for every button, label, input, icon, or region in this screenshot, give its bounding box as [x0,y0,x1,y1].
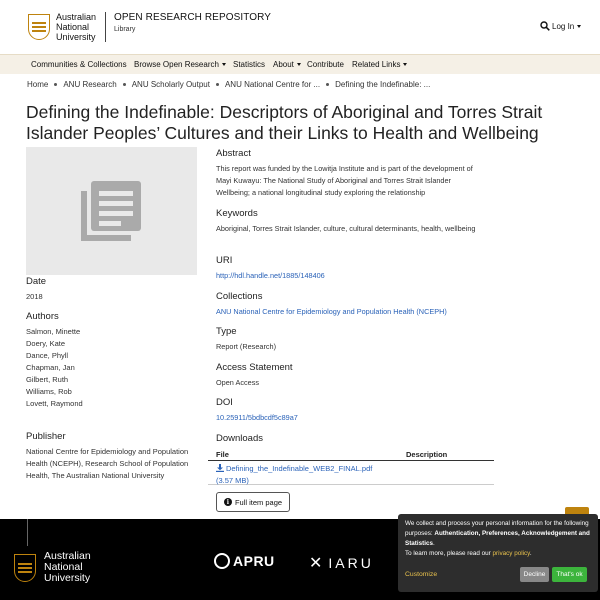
nav-communities-collections[interactable] [31,60,127,69]
collection-link[interactable]: ANU National Centre for Epidemiology and Population Health (NCEPH) [216,307,447,316]
anu-logo-text [56,12,96,42]
downloads-table-header [208,447,494,461]
chevron-down-icon [222,63,226,66]
logo-line-1: Australian [56,12,97,22]
breadcrumb-home[interactable]: Home [27,80,49,89]
column-header-description: Description [406,450,448,459]
collections-label: Collections [216,291,263,302]
full-item-page-label: Full item page [234,497,283,507]
publisher-value: National Centre for Epidemiology and Population Health (NCEPH), Research School of Population Health, The Australian National University [26,447,189,480]
repository-subtitle: Library [114,26,136,33]
page-title: Defining the Indefinable: Descriptors of Aboriginal and Torres Strait Islander Peoples’ Cultures and their Links to Health and Wellbeing [26,102,543,143]
breadcrumb-national-centre[interactable]: ANU National Centre for ... [224,80,321,89]
authors-label: Authors [26,311,59,322]
breadcrumb-separator [326,83,329,86]
type-value: Report (Research) [216,342,277,351]
nav-statistics[interactable] [233,60,265,69]
breadcrumb-separator [54,83,57,86]
authors-list [26,326,83,410]
site-header [0,0,600,54]
nav-label: Statistics [233,60,266,69]
chevron-down-icon [297,63,301,66]
footer-logo-line-2: National [44,561,83,573]
footer-logo-line-3: University [44,572,91,584]
abstract-label: Abstract [216,148,251,159]
logo-divider [105,12,106,42]
item-thumbnail[interactable] [26,147,197,275]
author-item[interactable]: Williams, Rob [26,387,72,396]
downloads-label: Downloads [216,433,263,444]
iaru-mark-icon: ✕ [309,555,323,572]
author-item[interactable]: Chapman, Jan [26,363,75,372]
nav-label: About [273,60,294,69]
cookie-purposes: Authentication, Preferences, Acknowledgement and Statistics [405,530,590,547]
keywords-label: Keywords [216,208,258,219]
logo-line-2: National [56,22,90,32]
footer-logo-text [44,551,91,584]
main-navigation [0,54,600,74]
download-icon [216,464,224,472]
chevron-down-icon [577,25,581,28]
nav-label: Browse Open Research [134,60,219,69]
cookie-consent-banner [398,514,598,592]
uri-label: URI [216,255,233,266]
full-item-page-button[interactable] [216,492,290,512]
downloads-table [208,447,494,485]
repository-title[interactable]: OPEN RESEARCH REPOSITORY [114,12,272,23]
footer-divider [27,519,28,546]
footer-logo-line-1: Australian [44,550,91,562]
type-label: Type [216,326,237,337]
author-item[interactable]: Dance, Phyll [26,351,69,360]
apru-logo[interactable] [214,553,275,569]
nav-browse-open-research[interactable] [134,60,226,69]
breadcrumb-scholarly-output[interactable]: ANU Scholarly Output [131,80,210,89]
nav-related-links[interactable] [352,60,407,69]
iaru-logo[interactable] [309,553,374,573]
privacy-policy-link[interactable]: privacy policy [492,550,530,557]
download-file-name: Defining_the_Indefinable_WEB2_FINAL.pdf [226,464,373,473]
cookie-text-learn-more: To learn more, please read our [405,550,491,557]
download-file-link[interactable] [216,463,372,487]
publisher-label: Publisher [26,431,66,442]
apru-text: APRU [233,553,275,569]
info-icon: i [224,498,232,506]
cookie-consent-text: We collect and process your personal information for the following purposes: Authentication, Preferences, Acknowledgement and Statistics. To learn more, please read our privacy policy. [405,520,590,557]
breadcrumb-separator [123,83,126,86]
access-statement-label: Access Statement [216,362,293,373]
author-item[interactable]: Doery, Kate [26,339,66,348]
accept-button[interactable]: That's ok [552,567,587,582]
login-dropdown[interactable] [552,22,581,31]
abstract-text: This report was funded by the Lowitja Institute and is part of the development of Mayi Kuwayu: The National Study of Aboriginal and Torres Strait Islander Wellbeing; a national longitudinal study exploring the relationship [216,164,473,197]
date-value: 2018 [26,292,43,301]
table-row [208,461,494,485]
decline-button[interactable]: Decline [520,567,549,582]
login-label: Log In [552,22,575,31]
keywords-value: Aboriginal, Torres Strait Islander, culture, cultural determinants, health, wellbeing [216,224,476,233]
nav-contribute[interactable] [307,60,344,69]
chevron-down-icon [403,63,407,66]
date-label: Date [26,276,47,287]
cookie-text-intro: We collect and process your personal information for the following purposes: [405,520,589,537]
author-item[interactable]: Gilbert, Ruth [26,375,69,384]
doi-label: DOI [216,397,233,408]
logo-line-3: University [56,32,96,42]
anu-logo[interactable] [28,12,108,42]
iaru-text: IARU [328,555,374,571]
customize-button[interactable]: Customize [405,571,438,578]
search-icon[interactable] [540,21,550,31]
nav-label: Related Links [352,60,401,69]
access-statement-value: Open Access [216,378,259,387]
download-file-size: (3.57 MB) [216,476,249,485]
nav-about[interactable] [273,60,301,69]
anu-crest-icon [28,14,50,40]
author-item[interactable]: Lovett, Raymond [26,399,83,408]
breadcrumb-current: Defining the Indefinable: ... [335,80,431,89]
doi-link[interactable]: 10.25911/5bdbcdf5c89a7 [216,413,298,422]
nav-label: Contribute [307,60,344,69]
anu-crest-icon [14,554,36,582]
breadcrumb-anu-research[interactable]: ANU Research [63,80,117,89]
document-list-icon [81,181,141,241]
breadcrumb [27,80,430,89]
breadcrumb-separator [216,83,219,86]
apru-circle-icon [214,553,230,569]
author-item[interactable]: Salmon, Minette [26,327,81,336]
uri-link[interactable]: http://hdl.handle.net/1885/148406 [216,271,325,280]
column-header-file: File [216,450,229,459]
footer-anu-logo[interactable] [14,551,91,584]
nav-label: Communities & Collections [31,60,127,69]
